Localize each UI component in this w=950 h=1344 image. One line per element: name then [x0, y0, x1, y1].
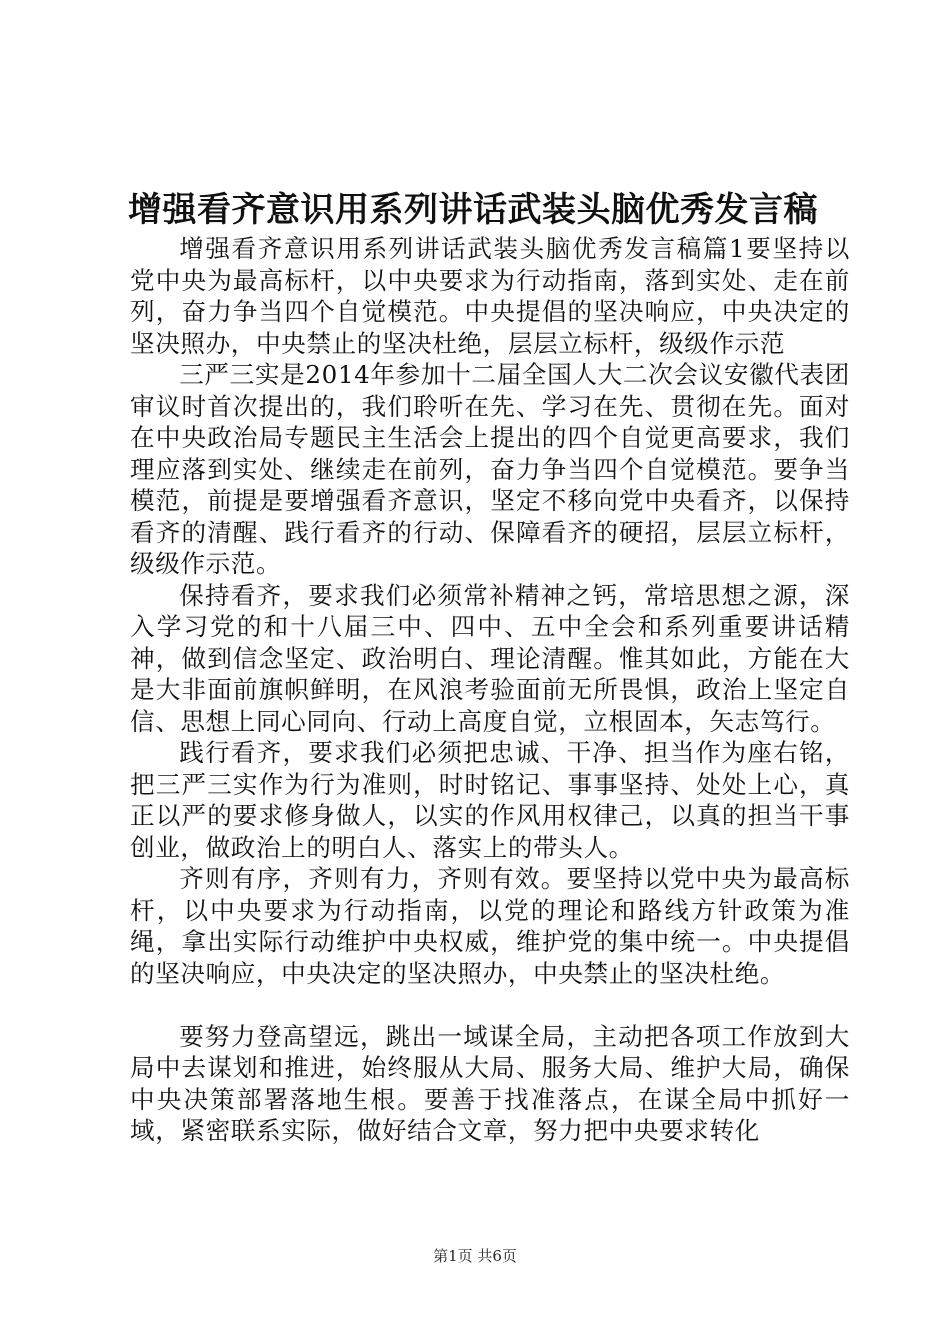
- document-title: 增强看齐意识用系列讲话武装头脑优秀发言稿: [128, 190, 818, 230]
- page-footer: 第1页 共6页: [433, 1247, 517, 1265]
- paragraph-6: 要努力登高望远，跳出一域谋全局，主动把各项工作放到大局中去谋划和推进，始终服从大局、服务大局、维护大局，确保中央决策部署落地生根。要善于找准落点，在谋全局中抓好一域，紧密联系实际，做好结合文章，努力把中央要求转化: [130, 1021, 850, 1145]
- paragraph-3: 保持看齐，要求我们必须常补精神之钙，常培思想之源，深入学习党的和十八届三中、四中、五中全会和系列重要讲话精神，做到信念坚定、政治明白、理论清醒。惟其如此，方能在大是大非面前旗帜鲜明，在风浪考验面前无所畏惧，政治上坚定自信、思想上同心同向、行动上高度自觉，立根固本，矢志笃行。: [130, 580, 850, 736]
- paragraph-4: 践行看齐，要求我们必须把忠诚、干净、担当作为座右铭，把三严三实作为行为准则，时时铭记、事事坚持、处处上心，真正以严的要求修身做人，以实的作风用权律己，以真的担当干事创业，做政治上的明白人、落实上的带头人。: [130, 738, 850, 862]
- paragraph-5: 齐则有序，齐则有力，齐则有效。要坚持以党中央为最高标杆，以中央要求为行动指南，以党的理论和路线方针政策为准绳，拿出实际行动维护中央权威，维护党的集中统一。中央提倡的坚决响应，中央决定的坚决照办，中央禁止的坚决杜绝。: [130, 864, 850, 988]
- paragraph-2: 三严三实是2014年参加十二届全国人大二次会议安徽代表团审议时首次提出的，我们聆听在先、学习在先、贯彻在先。面对在中央政治局专题民主生活会上提出的四个自觉更高要求，我们理应落到实处、继续走在前列，奋力争当四个自觉模范。要争当模范，前提是要增强看齐意识，坚定不移向党中央看齐，以保持看齐的清醒、践行看齐的行动、保障看齐的硬招，层层立标杆，级级作示范。: [130, 360, 850, 578]
- paragraph-1: 增强看齐意识用系列讲话武装头脑优秀发言稿篇1要坚持以党中央为最高标杆，以中央要求为行动指南，落到实处、走在前列，奋力争当四个自觉模范。中央提倡的坚决响应，中央决定的坚决照办，中央禁止的坚决杜绝，层层立标杆，级级作示范: [130, 234, 850, 358]
- document-body: [130, 233, 850, 1147]
